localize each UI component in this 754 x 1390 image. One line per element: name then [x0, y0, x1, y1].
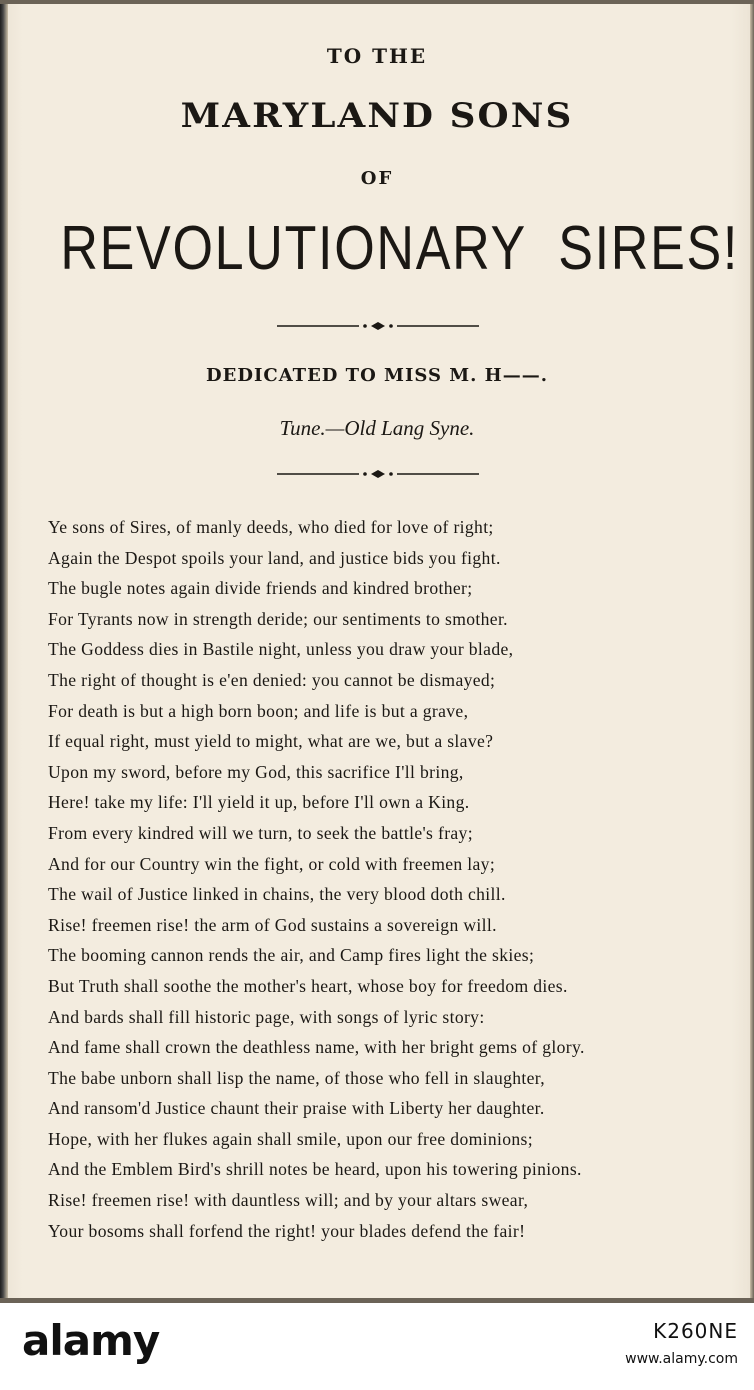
verse-line: For Tyrants now in strength deride; our sentiments to smother. — [48, 608, 508, 629]
verse-line: Your bosoms shall forfend the right! your blades defend the fair! — [48, 1220, 526, 1241]
dedication-line: DEDICATED TO MISS M. H——. — [206, 365, 548, 386]
verse-line: And the Emblem Bird's shrill notes be heard, upon his towering pinions. — [48, 1159, 582, 1180]
stock-site-url: www.alamy.com — [625, 1351, 738, 1367]
heading-revolutionary-text: REVOLUTIONARY SIRES! — [60, 214, 740, 283]
verse-line: The babe unborn shall lisp the name, of those who fell in slaughter, — [48, 1067, 546, 1088]
stock-image-id: K260NE — [653, 1319, 738, 1343]
paper-right-edge — [750, 0, 754, 1303]
alamy-logo: alamy — [22, 1316, 160, 1365]
verse-line: The bugle notes again divide friends and kindred brother; — [48, 578, 473, 599]
verse-line: Upon my sword, before my God, this sacrifice I'll bring, — [48, 761, 464, 782]
verse-line: But Truth shall soothe the mother's heart, whose boy for freedom dies. — [48, 975, 568, 996]
verse-line: Hope, with her flukes again shall smile, upon our free dominions; — [48, 1128, 533, 1149]
verse-line: Rise! freemen rise! the arm of God sustains a sovereign will. — [48, 914, 497, 935]
poem-verses — [48, 512, 738, 1246]
verse-line: The Goddess dies in Bastile night, unless you draw your blade, — [48, 639, 514, 660]
verse-line: For death is but a high born boon; and life is but a grave, — [48, 700, 469, 721]
verse-line: Ye sons of Sires, of manly deeds, who died for love of right; — [48, 517, 494, 537]
verse-line: Again the Despot spoils your land, and justice bids you fight. — [48, 547, 501, 568]
verse-line: The wail of Justice linked in chains, the very blood doth chill. — [48, 884, 506, 905]
ornamental-rule-bottom — [277, 467, 479, 481]
tune-line: Tune.—Old Lang Syne. — [279, 416, 475, 440]
verse-line: And ransom'd Justice chaunt their praise with Liberty her daughter. — [48, 1098, 545, 1119]
verse-line: Rise! freemen rise! with dauntless will; and by your altars swear, — [48, 1190, 529, 1211]
verse-line: And bards shall fill historic page, with songs of lyric story: — [48, 1006, 485, 1027]
verse-line: From every kindred will we turn, to seek the battle's fray; — [48, 822, 473, 843]
paper-left-edge — [0, 0, 8, 1303]
heading-of: OF — [360, 168, 394, 189]
heading-revolutionary-sires — [60, 213, 740, 284]
heading-to-the: TO THE — [326, 44, 428, 68]
verse-line: The booming cannon rends the air, and Camp fires light the skies; — [48, 945, 535, 966]
verse-line: The right of thought is e'en denied: you cannot be dismayed; — [48, 669, 496, 690]
ornamental-rule-top — [277, 319, 479, 333]
heading-maryland-sons: MARYLAND SONS — [180, 96, 574, 136]
verse-line: If equal right, must yield to might, what are we, but a slave? — [48, 731, 494, 752]
verse-line: And for our Country win the fight, or cold with freemen lay; — [48, 853, 496, 874]
verse-line: And fame shall crown the deathless name, with her bright gems of glory. — [48, 1037, 585, 1058]
paper-top-edge — [0, 0, 754, 4]
verse-line: Here! take my life: I'll yield it up, before I'll own a King. — [48, 792, 470, 813]
